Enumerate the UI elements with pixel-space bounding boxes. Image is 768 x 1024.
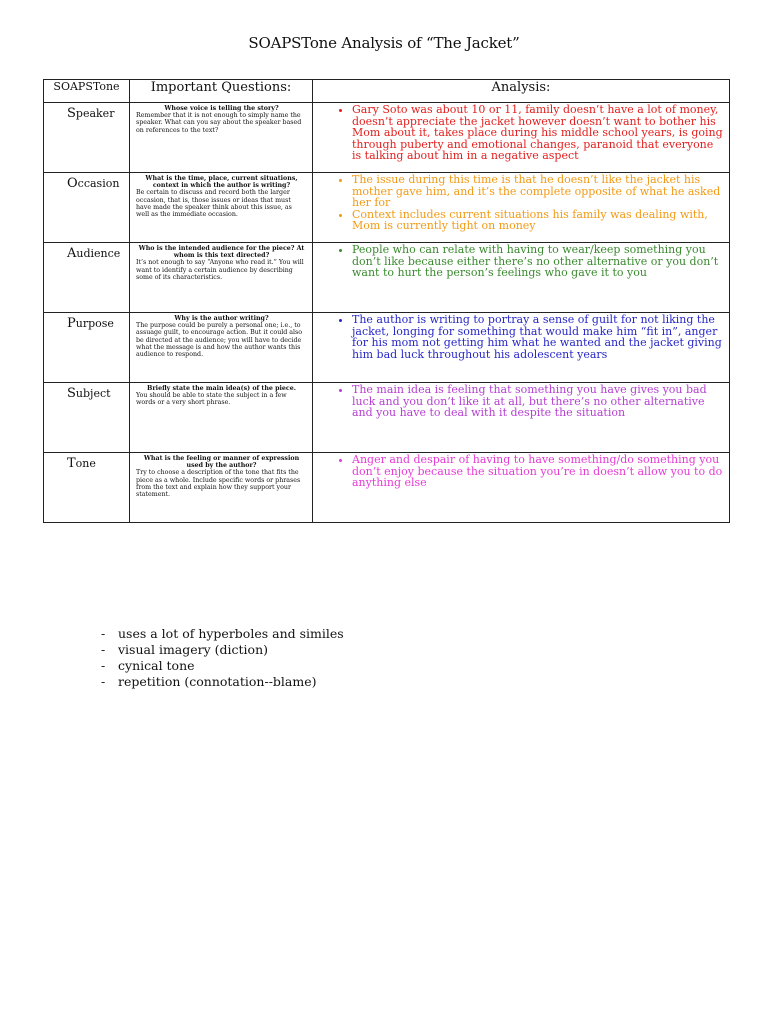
analysis-bullet: • People who can relate with having to wear/keep something you don’t like because either there’s no other alternative or you don’t want to hurt the person’s feelings who gave it to you [352,244,725,279]
question-cell [130,383,313,453]
analysis-cell [313,383,730,453]
analysis-bullet: • The issue during this time is that he doesn’t like the jacket his mother gave him, and it’s the complete opposite of what he asked her for [352,174,725,209]
soapstone-table [43,79,730,523]
list-item [101,626,344,642]
list-item [101,642,344,658]
note-text: visual imagery (diction) [118,642,269,657]
row-label-initial: A [67,246,77,261]
dash-bullet: - [101,626,106,641]
row-label-initial: T [67,456,76,471]
note-text: repetition (connotation--blame) [118,674,317,689]
question-title: Who is the intended audience for the piece? At whom is this text directed? [138,245,305,260]
table-row [44,173,730,243]
analysis-cell [313,243,730,313]
list-item [101,658,344,674]
analysis-bullet: • Context includes current situations his family was dealing with, Mom is currently tight on money [352,209,725,232]
question-body: Remember that it is not enough to simply name the speaker. What can you say about the speaker based on references to the text? [136,112,302,134]
row-label-rest: ubject [75,387,111,400]
dash-bullet: - [101,674,106,689]
table-row [44,313,730,383]
header-analysis: Analysis: [313,80,730,103]
row-label-cell [44,383,130,453]
header-important-questions: Important Questions: [130,80,313,103]
question-cell [130,313,313,383]
dash-bullet: - [101,642,106,657]
row-label-cell [44,453,130,523]
note-text: cynical tone [118,658,195,673]
question-title: What is the feeling or manner of expression used by the author? [143,455,300,470]
row-label-cell [44,173,130,243]
row-label-rest: udience [76,247,121,260]
question-body: The purpose could be purely a personal one; i.e., to assuage guilt, to encourage action. But it could also be directed at the audience; you will have to decide what the message is and how the author wants this audience to respond. [136,322,303,359]
row-label-initial: S [67,386,76,401]
question-title: Whose voice is telling the story? [164,105,279,112]
row-label-initial: O [67,176,78,191]
question-cell [130,453,313,523]
table-row [44,243,730,313]
row-label-rest: urpose [75,317,114,330]
row-label-cell [44,243,130,313]
list-item [101,674,344,690]
dash-bullet: - [101,658,106,673]
question-title: Why is the author writing? [174,315,269,322]
question-cell [130,103,313,173]
question-title: Briefly state the main idea(s) of the piece. [147,385,296,392]
analysis-cell [313,173,730,243]
analysis-bullet: • Anger and despair of having to have something/do something you don’t enjoy because the situation you’re in doesn’t allow you to do anything else [352,454,725,489]
table-row [44,103,730,173]
analysis-cell [313,313,730,383]
analysis-bullet: • The main idea is feeling that something you have gives you bad luck and you don’t like it at all, but there’s no other alternative and you have to deal with it despite the situation [352,384,725,419]
question-cell [130,243,313,313]
question-body: Be certain to discuss and record both the larger occasion, that is, those issues or ideas that must have made the speaker think about this issue, as well as the immediate occasion. [136,189,292,219]
analysis-cell [313,453,730,523]
question-body: Try to choose a description of the tone that fits the piece as a whole. Include specific words or phrases from the text and explain how they support your statement. [136,469,301,499]
header-soapstone: SOAPSTone [44,80,130,103]
notes-list [101,626,344,690]
note-text: uses a lot of hyperboles and similes [118,626,344,641]
question-cell [130,173,313,243]
row-label-initial: S [67,106,76,121]
page-title: SOAPSTone Analysis of “The Jacket” [248,34,520,52]
question-title: What is the time, place, current situations, context in which the author is writing? [145,175,298,190]
analysis-bullet: • The author is writing to portray a sense of guilt for not liking the jacket, longing for something that would make him “fit in”, anger for his mom not getting him what he wanted and the jacket giving him bad luck throughout his adolescent years [352,314,725,360]
row-label-cell [44,313,130,383]
question-body: It’s not enough to say “Anyone who read it.” You will want to identify a certain audience by describing some of its characteristics. [136,259,304,281]
question-body: You should be able to state the subject in a few words or a very short phrase. [136,392,287,407]
row-label-rest: peaker [75,107,115,120]
analysis-bullet: • Gary Soto was about 10 or 11, family doesn’t have a lot of money, doesn’t appreciate the jacket however doesn’t want to bother his Mom about it, takes place during his middle school years, is going through puberty and emotional changes, paranoid that everyone is talking about him in a negative aspect [352,104,725,162]
table-header-row [44,80,730,103]
row-label-rest: ccasion [77,177,120,190]
analysis-cell [313,103,730,173]
row-label-rest: one [75,457,96,470]
row-label-cell [44,103,130,173]
table-row [44,383,730,453]
row-label-initial: P [67,316,76,331]
table-row [44,453,730,523]
